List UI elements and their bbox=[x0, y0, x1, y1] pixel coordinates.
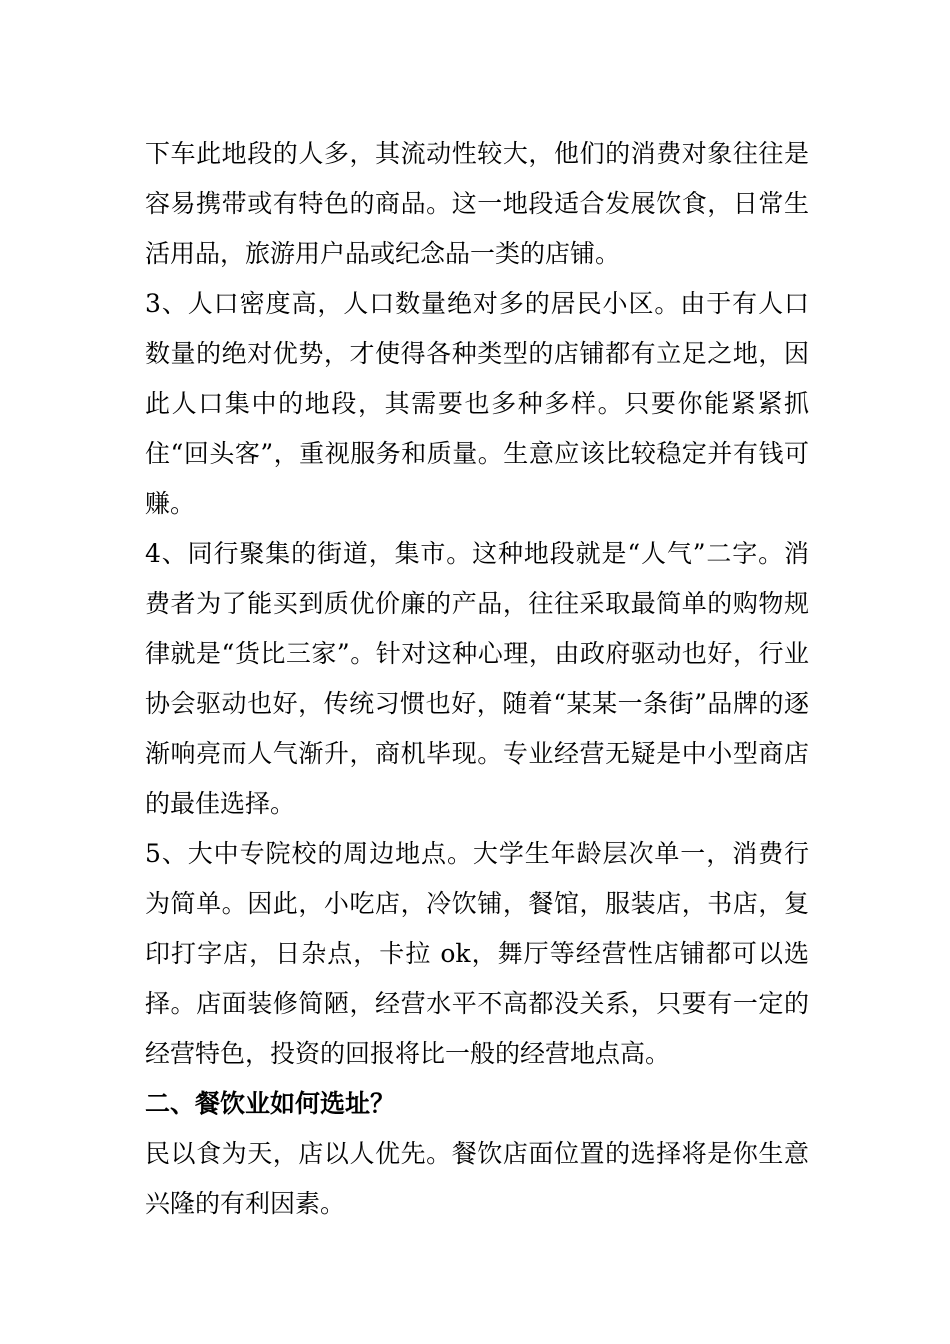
paragraph-item-5: 5、大中专院校的周边地点。大学生年龄层次单一，消费行为简单。因此，小吃店，冷饮铺，餐馆，服装店，书店，复印打字店，日杂点，卡拉 ok，舞厅等经营性店铺都可以选择。店面装修简陋，经营水平不高都没关系，只要有一定的经营特色，投资的回报将比一般的经营地点高。 bbox=[145, 839, 809, 1068]
paragraph-item-4: 4、同行聚集的街道，集市。这种地段就是“人气”二字。消费者为了能买到质优价廉的产品，往往采取最简单的购物规律就是“货比三家”。针对这种心理，由政府驱动也好，行业协会驱动也好，传统习惯也好，随着“某某一条街”品牌的逐渐响亮而人气渐升，商机毕现。专业经营无疑是中小型商店的最佳选择。 bbox=[145, 539, 809, 818]
paragraph-item-3: 3、人口密度高，人口数量绝对多的居民小区。由于有人口数量的绝对优势，才使得各种类型的店铺都有立足之地，因此人口集中的地段，其需要也多种多样。只要你能紧紧抓住“回头客”，重视服务和质量。生意应该比较稳定并有钱可赚。 bbox=[145, 289, 809, 518]
paragraph-continuation: 下车此地段的人多，其流动性较大，他们的消费对象往往是容易携带或有特色的商品。这一地段适合发展饮食，日常生活用品，旅游用户品或纪念品一类的店铺。 bbox=[145, 139, 809, 268]
paragraph-intro: 民以食为天，店以人优先。餐饮店面位置的选择将是你生意兴隆的有利因素。 bbox=[145, 1139, 809, 1218]
document-body bbox=[145, 129, 809, 1229]
section-heading: 二、餐饮业如何选址？ bbox=[145, 1089, 396, 1118]
